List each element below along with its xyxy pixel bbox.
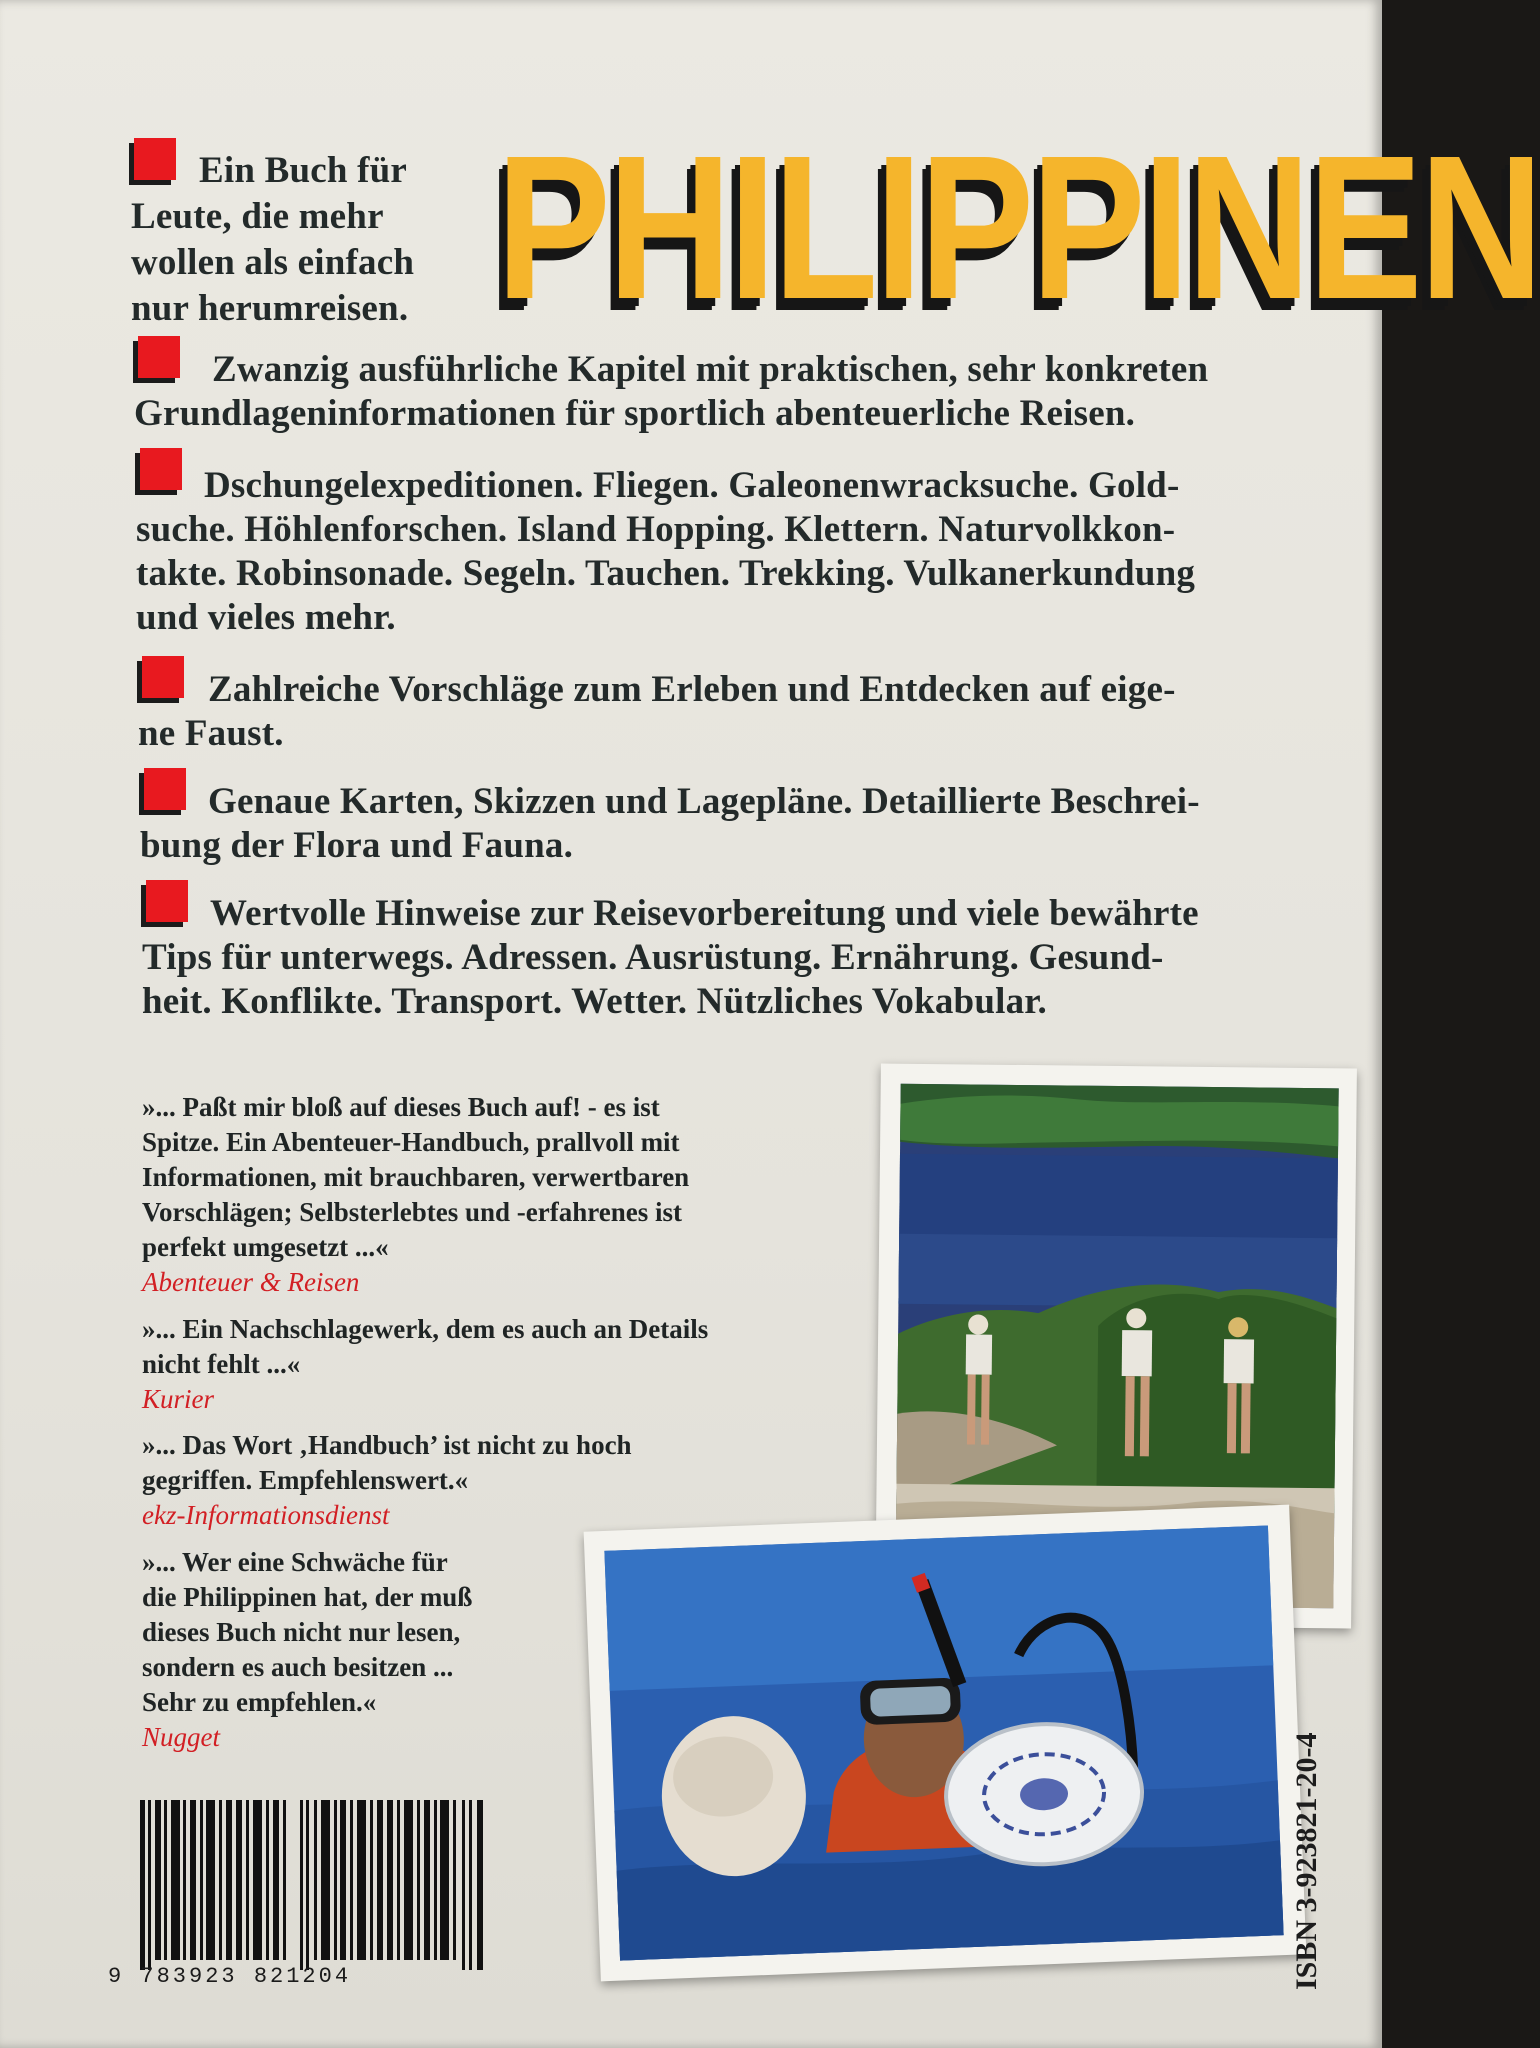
photo-diver: [584, 1505, 1307, 1982]
paragraph-line: Zahlreiche Vorschläge zum Erleben und Entdecken auf eige-: [208, 669, 1176, 710]
quote-line: nicht fehlt ...«: [142, 1349, 301, 1379]
paragraph-line: bung der Flora und Fauna.: [140, 825, 574, 866]
quote-line: sondern es auch besitzen ...: [142, 1652, 454, 1682]
quote-source: Kurier: [142, 1384, 215, 1414]
quote-line: Informationen, mit brauchbaren, verwertbaren: [142, 1162, 690, 1192]
quote-line: »... Ein Nachschlagewerk, dem es auch an Details: [142, 1314, 709, 1344]
quote-line: dieses Buch nicht nur lesen,: [142, 1617, 461, 1647]
quote-line: »... Das Wort ‚Handbuch’ ist nicht zu hoch: [142, 1430, 632, 1460]
review-quote: [142, 1312, 842, 1382]
barcode: [140, 1800, 485, 1970]
quote-line: perfekt umgesetzt ...«: [142, 1232, 389, 1262]
review-quote: [142, 1428, 842, 1498]
paragraph-line: ne Faust.: [138, 713, 284, 754]
feature-paragraph: [138, 668, 1348, 756]
quote-source: ekz-Informationsdienst: [142, 1500, 390, 1530]
feature-paragraph: [142, 892, 1352, 1024]
isbn-number: ISBN 3-923821-20-4: [1290, 1732, 1323, 1990]
intro-line: Leute, die mehr: [131, 196, 384, 237]
review-quote: [142, 1090, 842, 1265]
review-quote: [142, 1545, 582, 1720]
quote-line: Vorschlägen; Selbsterlebtes und -erfahrenes ist: [142, 1197, 682, 1227]
quote-source: Abenteuer & Reisen: [142, 1267, 360, 1297]
quote-line: Sehr zu empfehlen.«: [142, 1687, 377, 1717]
quote-source: Nugget: [142, 1722, 220, 1752]
paragraph-line: Zwanzig ausführliche Kapitel mit praktischen, sehr konkreten: [212, 349, 1209, 390]
intro-line: Ein Buch für: [199, 150, 408, 191]
book-title: PHILIPPINEN: [496, 113, 1540, 342]
paragraph-line: und vieles mehr.: [136, 597, 396, 638]
paragraph-line: takte. Robinsonade. Segeln. Tauchen. Trekking. Vulkanerkundung: [136, 553, 1196, 594]
paragraph-line: Grundlageninformationen für sportlich abenteuerliche Reisen.: [134, 393, 1136, 434]
paragraph-line: Tips für unterwegs. Adressen. Ausrüstung. Ernährung. Gesund-: [142, 937, 1164, 978]
paragraph-line: Dschungelexpeditionen. Fliegen. Galeonenwracksuche. Gold-: [204, 465, 1180, 506]
paragraph-line: suche. Höhlenforschen. Island Hopping. Klettern. Naturvolkkon-: [136, 509, 1176, 550]
quote-line: »... Wer eine Schwäche für: [142, 1547, 448, 1577]
feature-paragraph: [140, 780, 1350, 868]
paragraph-line: Genaue Karten, Skizzen und Lagepläne. Detaillierte Beschrei-: [208, 781, 1200, 822]
paragraph-line: Wertvolle Hinweise zur Reisevorbereitung und viele bewährte: [210, 893, 1199, 934]
intro-line: nur herumreisen.: [131, 288, 409, 329]
quote-line: Spitze. Ein Abenteuer-Handbuch, prallvoll mit: [142, 1127, 680, 1157]
intro-line: wollen als einfach: [131, 242, 415, 283]
quote-line: die Philippinen hat, der muß: [142, 1582, 473, 1612]
feature-paragraph: [136, 464, 1346, 640]
quote-line: gegriffen. Empfehlenswert.«: [142, 1465, 469, 1495]
feature-paragraph: [134, 348, 1344, 436]
paragraph-line: heit. Konflikte. Transport. Wetter. Nützliches Vokabular.: [142, 981, 1047, 1022]
diver-image: [604, 1525, 1283, 1960]
intro-text: [131, 148, 481, 332]
barcode-number: 9 783923 821204: [108, 1964, 352, 1989]
quote-line: »... Paßt mir bloß auf dieses Buch auf! - es ist: [142, 1092, 660, 1122]
